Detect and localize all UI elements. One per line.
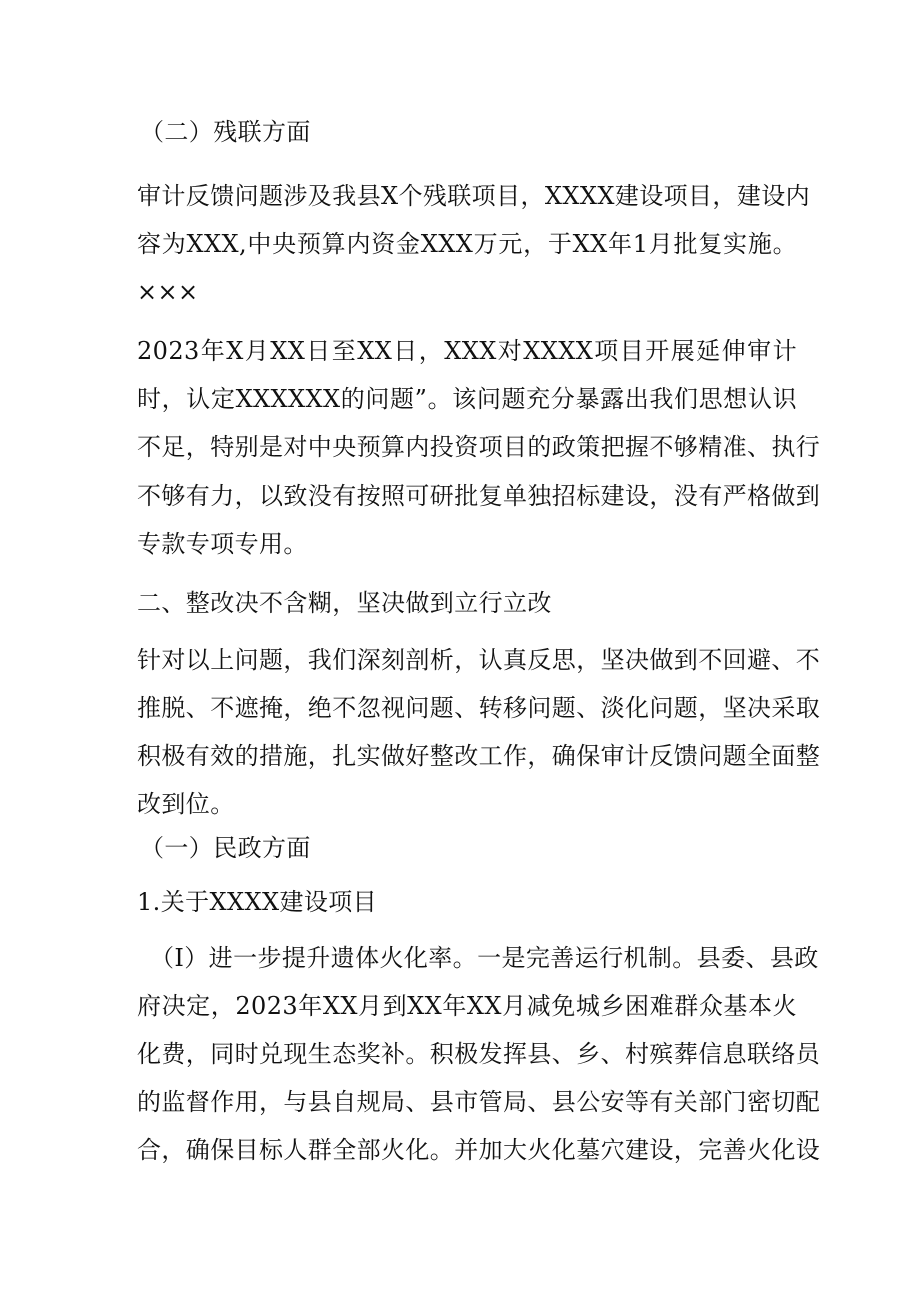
section-heading-civil-affairs: （一）民政方面	[140, 834, 311, 862]
paragraph-line: 针对以上问题，我们深刻剖析，认真反思，坚决做到不回避、不	[137, 646, 821, 674]
paragraph-line: 合，确保目标人群全部火化。并加大火化墓穴建设，完善火化设	[137, 1136, 821, 1164]
paragraph-line: 容为XXX,中央预算内资金XXX万元，于XX年1月批复实施。	[137, 230, 797, 258]
paragraph-line: 专款专项专用。	[137, 530, 308, 558]
paragraph-line: （I）进一步提升遗体火化率。一是完善运行机制。县委、县政	[150, 944, 819, 972]
paragraph-line: 府决定，2023年XX月到XX年XX月减免城乡困难群众基本火	[137, 992, 797, 1020]
paragraph-line: 审计反馈问题涉及我县X个残联项目，XXXX建设项目，建设内	[137, 182, 811, 210]
paragraph-line: 的监督作用，与县自规局、县市管局、县公安等有关部门密切配	[137, 1088, 821, 1116]
paragraph-line: 不够有力，以致没有按照可研批复单独招标建设，没有严格做到	[137, 482, 821, 510]
paragraph-line: ×××	[137, 278, 199, 306]
paragraph-line: 推脱、不遮掩，绝不忽视问题、转移问题、淡化问题，坚决采取	[137, 694, 821, 722]
paragraph-line: 时，认定XXXXXX的问题”。该问题充分暴露出我们思想认识	[137, 385, 797, 413]
paragraph-line: 不足，特别是对中央预算内投资项目的政策把握不够精准、执行	[137, 433, 821, 461]
paragraph-line: 积极有效的措施，扎实做好整改工作，确保审计反馈问题全面整	[137, 742, 821, 770]
paragraph-line: 2023年X月XX日至XX日，XXX对XXXX项目开展延伸审计	[137, 337, 797, 365]
paragraph-line: 化费，同时兑现生态奖补。积极发挥县、乡、村殡葬信息联络员	[137, 1040, 821, 1068]
paragraph-line: 改到位。	[137, 790, 235, 818]
subsection-heading-project: 1.关于XXXX建设项目	[137, 888, 378, 916]
section-heading-disabled-federation: （二）残联方面	[140, 118, 311, 146]
section-heading-rectification: 二、整改决不含糊，坚决做到立行立改	[137, 589, 552, 617]
